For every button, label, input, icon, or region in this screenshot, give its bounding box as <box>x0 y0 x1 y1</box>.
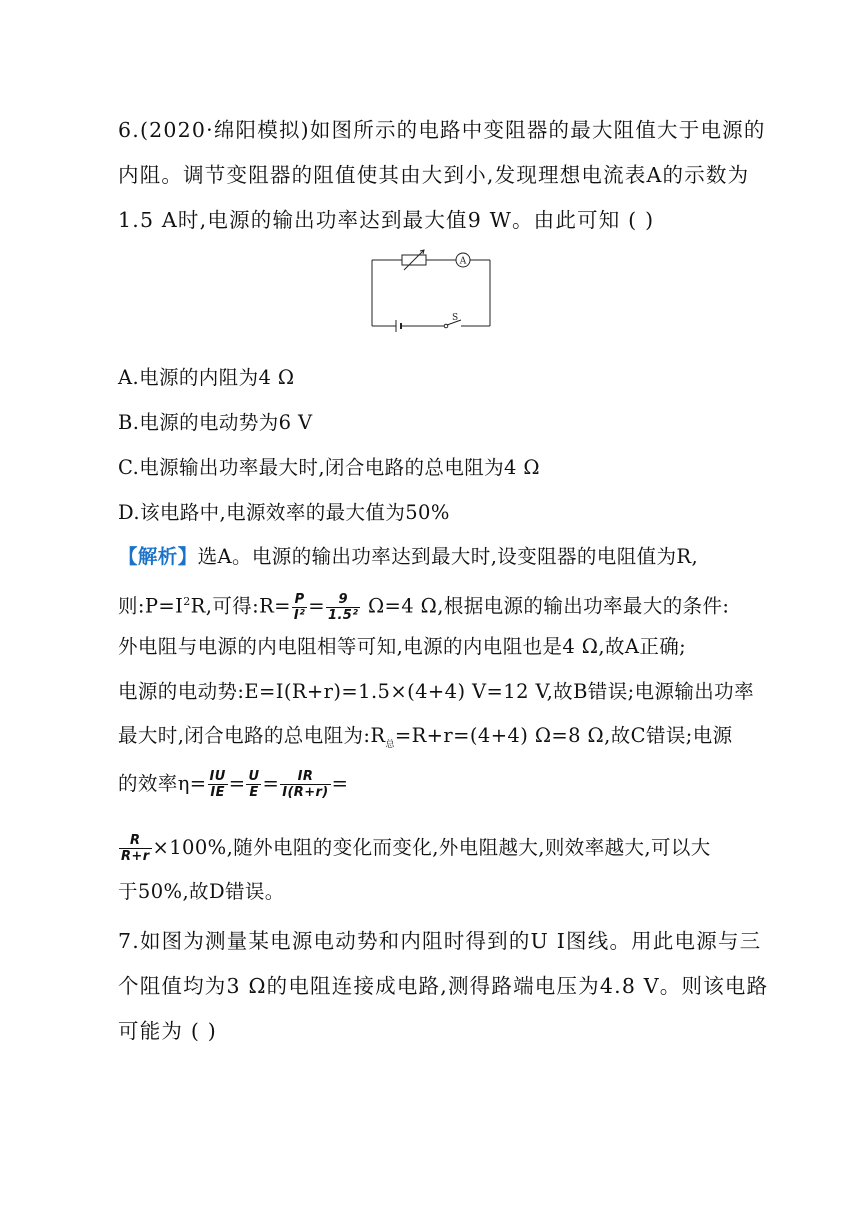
ammeter-label: A <box>459 256 467 267</box>
q7-line-3: 可能为 ( ) <box>118 1019 217 1043</box>
q6-line-3: 1.5 A时,电源的输出功率达到最大值9 W。由此可知 ( ) <box>118 208 655 232</box>
analysis-tag: 【解析】 <box>118 545 198 568</box>
option-c: C.电源输出功率最大时,闭合电路的总电阻为4 Ω <box>118 456 540 479</box>
circuit-diagram <box>366 248 496 332</box>
analysis-line-3: 外电阻与电源的内电阻相等可知,电源的内电阻也是4 Ω,故A正确; <box>118 635 687 658</box>
option-d: D.该电路中,电源效率的最大值为50% <box>118 501 450 524</box>
analysis-line-2: 则$:P=I^2R$,可得:R= $\frac{P}{\text{I²}}$ = $\frac{9}{\text{1.5²}}$ Ω=4 Ω,根据电源的输出功率最大的条件: <box>118 591 730 623</box>
q6-line-1: 6.(2020·绵阳模拟)如图所示的电路中变阻器的最大阻值大于电源的 <box>118 118 766 142</box>
analysis-line-7: $\frac{R}{R+r}$ ×100%,随外电阻的变化而变化,外电阻越大,则效率越大,可以大 <box>121 833 711 864</box>
fraction-u-over-e: $\frac{U}{E}$ <box>248 769 260 800</box>
switch-label: S <box>452 313 459 323</box>
analysis-line-5: 最大时,闭合电路的总电阻为$:R_总=R+r=(4+4)$ Ω=8 Ω,故C错误;电源 <box>118 724 733 750</box>
analysis-line-6: 的效率η= $\frac{IU}{IE}$ = $\frac{U}{E}$ = $\frac{IR}{I(R+r)}$ = <box>118 769 349 800</box>
fraction-r-over-r-plus-r: $\frac{R}{R+r}$ <box>121 833 150 864</box>
fraction-p-over-i2: $\frac{P}{\text{I²}}$ <box>293 591 306 623</box>
q7-line-1: 7.如图为测量某电源电动势和内阻时得到的U I图线。用此电源与三 <box>118 929 762 953</box>
fraction-ir-over-i-r-plus-r: $\frac{IR}{I(R+r)}$ <box>282 769 329 800</box>
q7-line-2: 个阻值均为3 Ω的电阻连接成电路,测得路端电压为4.8 V。则该电路 <box>118 974 769 998</box>
fraction-9-over-1-5-squared: $\frac{9}{\text{1.5²}}$ <box>328 591 359 623</box>
analysis-line-1: 【解析】选A。电源的输出功率达到最大时,设变阻器的电阻值为R, <box>118 545 699 568</box>
option-b: B.电源的电动势为6 V <box>118 411 313 434</box>
analysis-line-8: 于50%,故D错误。 <box>118 880 285 903</box>
fraction-iu-over-ie: $\frac{IU}{IE}$ <box>209 769 226 800</box>
analysis-line-4: 电源的电动势:E=I(R+r)=1.5×(4+4) V=12 V,故B错误;电源输出功率 <box>118 680 754 703</box>
option-a: A.电源的内阻为4 Ω <box>118 366 295 389</box>
q6-line-2: 内阻。调节变阻器的阻值使其由大到小,发现理想电流表A的示数为 <box>118 163 750 187</box>
